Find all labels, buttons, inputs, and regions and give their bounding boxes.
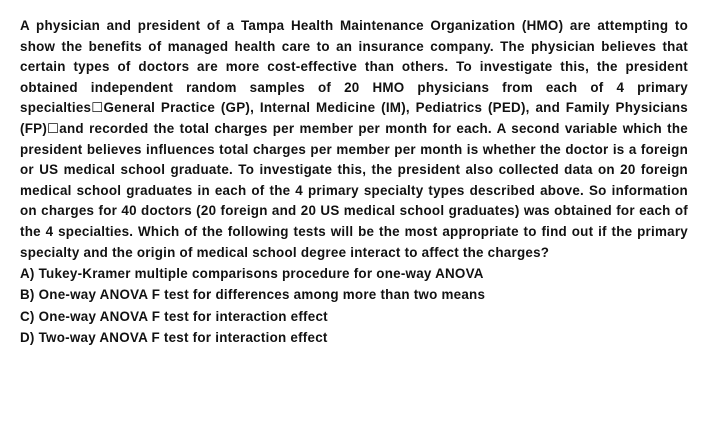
- option-text: One-way ANOVA F test for differences among more than two means: [38, 287, 486, 303]
- option-text: Two-way ANOVA F test for interaction effect: [38, 329, 328, 345]
- option-c[interactable]: [20, 306, 688, 327]
- option-letter: B): [20, 287, 39, 303]
- option-text: Tukey-Kramer multiple comparisons procedure for one-way ANOVA: [38, 266, 484, 282]
- option-b[interactable]: [20, 284, 688, 305]
- option-text: One-way ANOVA F test for interaction effect: [38, 308, 328, 324]
- question-text: A physician and president of a Tampa Health Maintenance Organization (HMO) are attempting to show the benefits of managed health care to an insurance company. The physician believes that certain types of doctors are more cost-effective than others. To investigate this, the president obtained independent random samples of 20 HMO physicians from each of 4 primary specialties☐General Practice (GP), Internal Medicine (IM), Pediatrics (PED), and Family Physicians (FP)☐and recorded the total charges per member per month for each. A second variable which the president believes influences total charges per member per month is whether the doctor is a foreign or US medical school graduate. To investigate this, the president also collected data on 20 foreign medical school graduates in each of the 4 primary specialty types described above. So information on charges for 40 doctors (20 foreign and 20 US medical school graduates) was obtained for each of the 4 specialties. Which of the following tests will be the most appropriate to find out if the primary specialty and the origin of medical school degree interact to affect the charges?: [20, 18, 688, 260]
- option-a[interactable]: [20, 263, 688, 284]
- option-letter: D): [20, 329, 39, 345]
- option-d[interactable]: [20, 327, 688, 348]
- answer-options: [20, 263, 688, 348]
- question-document: [20, 16, 688, 348]
- option-letter: C): [20, 308, 39, 324]
- option-letter: A): [20, 266, 39, 282]
